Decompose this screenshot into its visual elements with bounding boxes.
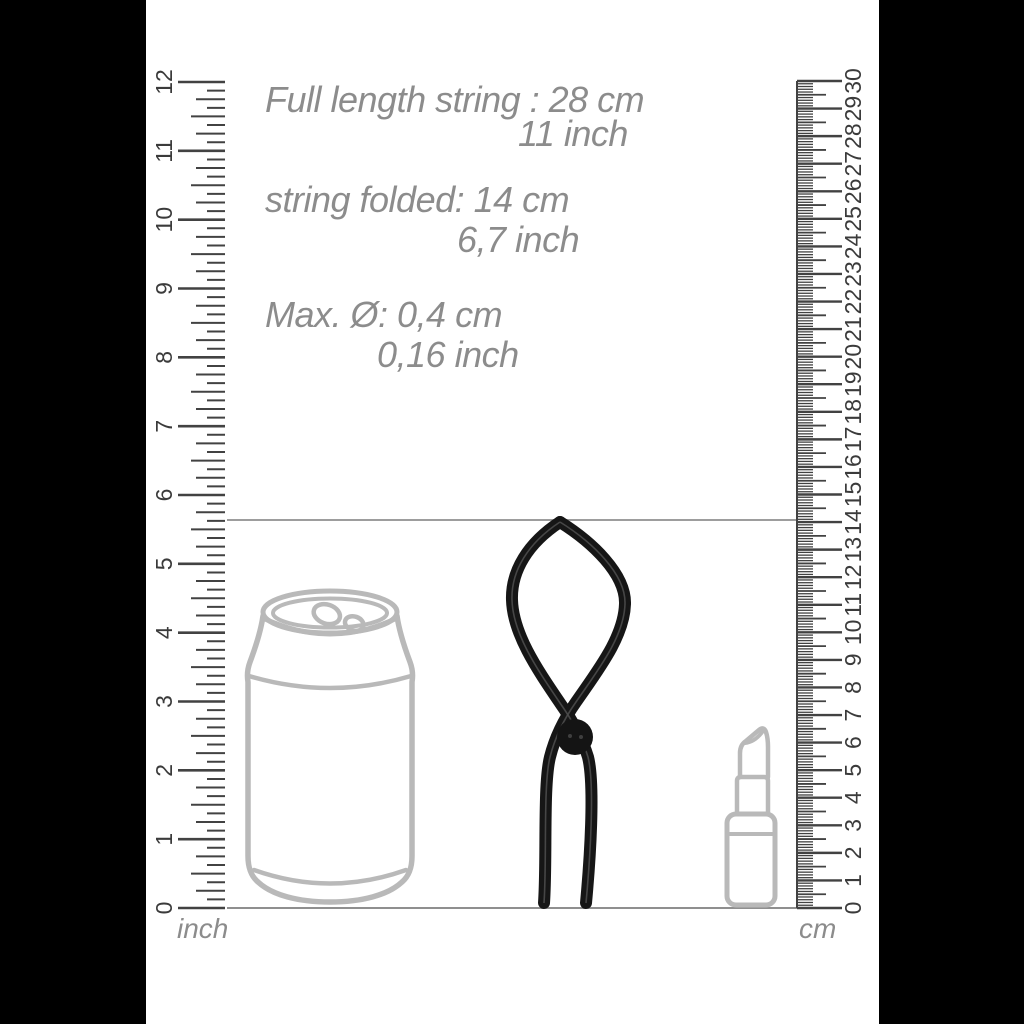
annotation-full-length-metric: Full length string : 28 cm [265,79,645,120]
inch-ruler-number: 3 [151,695,177,708]
cm-ruler-number: 23 [840,261,866,287]
annotation-diameter-imperial: 0,16 inch [377,334,519,375]
cm-ruler [797,68,866,914]
inch-ruler-number: 7 [151,419,177,433]
cm-ruler-number: 3 [840,818,866,832]
cm-ruler-number: 27 [840,150,866,177]
can-body [247,616,412,902]
cm-ruler-number: 1 [840,874,866,887]
bead-highlight-right [579,735,583,739]
inch-ruler-number: 1 [151,832,177,846]
cm-ruler-number: 28 [840,123,866,149]
cm-ruler-number: 29 [840,95,866,122]
lipstick-base [727,814,775,905]
cm-ruler-number: 30 [840,68,866,94]
lipstick-tube [737,777,768,814]
left-letterbox-bar [0,0,146,1024]
cm-ruler-number: 6 [840,736,866,749]
cm-ruler-number: 5 [840,763,866,777]
cord-groove-left [512,522,592,903]
inch-ruler-number: 2 [151,763,177,777]
slider-bead [557,719,593,755]
cord-loop-product-illustration [512,522,625,903]
cm-ruler-number: 0 [840,901,866,915]
cm-ruler-number: 13 [840,536,866,563]
cm-ruler-number: 2 [840,846,866,860]
inch-ruler-number: 4 [151,626,177,640]
inch-ruler-number: 11 [151,138,177,163]
soda-can-illustration [247,591,412,902]
annotation-folded-metric: string folded: 14 cm [265,179,570,220]
inch-ruler-number: 12 [151,69,177,95]
inch-ruler-number: 6 [151,488,177,502]
pull-tab-ring-large [311,601,343,628]
inch-ruler-number: 5 [151,557,177,571]
inch-ruler-number: 8 [151,350,177,364]
cm-ruler-number: 20 [840,343,866,370]
cm-ruler-number: 15 [840,481,866,508]
cm-ruler-number: 9 [840,653,866,667]
cm-ruler-number: 22 [840,288,866,315]
right-letterbox-bar [879,0,1024,1024]
cm-ruler-number: 18 [840,399,866,425]
cm-ruler-number: 8 [840,681,866,694]
inch-ruler-unit-label: inch [177,913,229,944]
bead-highlight-left [568,734,572,738]
cm-ruler-number: 14 [840,509,866,535]
annotation-full-length-imperial: 11 inch [518,113,628,154]
can-base-arc [254,870,406,884]
cm-ruler-unit-label: cm [799,913,837,944]
cm-ruler-number: 25 [840,206,866,232]
cm-ruler-number: 24 [840,233,866,260]
cm-ruler-number: 12 [840,564,866,590]
inch-ruler-number: 0 [151,901,177,915]
inch-ruler [151,69,225,914]
cm-ruler-number: 17 [840,426,866,453]
annotation-folded-imperial: 6,7 inch [457,219,580,260]
cm-ruler-number: 7 [840,708,866,722]
annotation-diameter-metric: Max. Ø: 0,4 cm [265,294,503,335]
cord-strand-left-loop [512,522,592,903]
cm-ruler-number: 10 [840,619,866,646]
inch-ruler-number: 9 [151,282,177,295]
cm-ruler-number: 19 [840,371,866,398]
inch-ruler-number: 10 [151,206,177,233]
can-shoulder-seam [249,676,411,688]
lipstick-bullet [740,728,768,777]
cm-ruler-number: 26 [840,178,866,205]
lipstick-illustration [727,728,775,905]
cm-ruler-number: 4 [840,791,866,805]
cm-ruler-number: 11 [840,592,866,617]
cm-ruler-number: 16 [840,454,866,480]
cm-ruler-number: 21 [840,316,866,342]
